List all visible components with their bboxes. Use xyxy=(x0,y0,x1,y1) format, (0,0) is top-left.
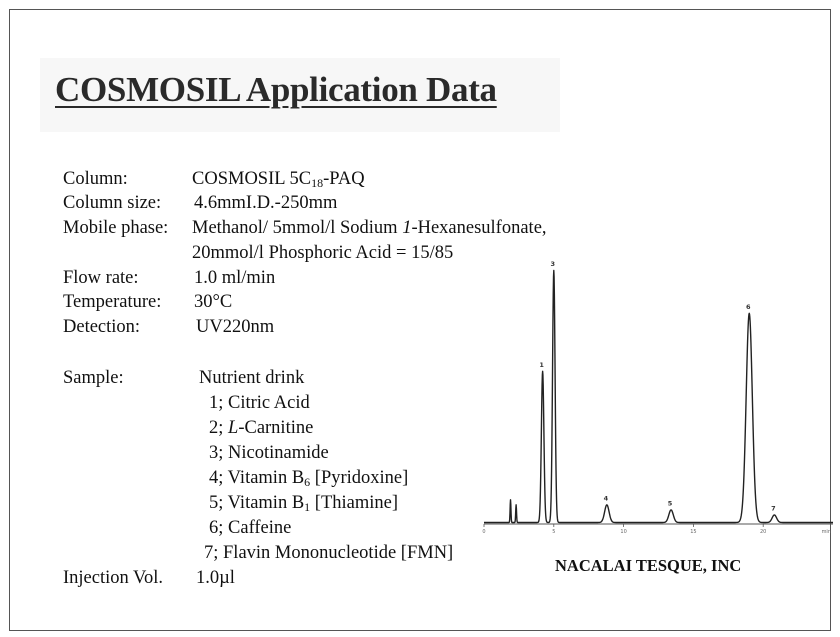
column-value: COSMOSIL $5C_{18}$-PAQ xyxy=(192,169,365,190)
temperature-label: Temperature: xyxy=(63,292,162,312)
mobile-phase-line1: Methanol/ 5mmol/l Sodium 1-Hexanesulfonate, xyxy=(192,218,547,238)
column-label: Column: xyxy=(63,169,128,189)
mobile-phase-label: Mobile phase: xyxy=(63,218,169,238)
page-title: COSMOSIL Application Data xyxy=(55,70,497,109)
peak-label-7: 7 xyxy=(771,504,776,513)
column-size-value: 4.6mmI.D.-250mm xyxy=(194,193,338,213)
x-tick-label: 5 xyxy=(552,529,556,535)
x-tick-label: 15 xyxy=(690,529,697,535)
peak-label-4: 4 xyxy=(603,494,609,503)
mobile-phase-line2: 20mmol/l Phosphoric Acid = 15/85 xyxy=(192,243,454,263)
temperature-value: 30°C xyxy=(194,292,233,312)
chromatogram xyxy=(478,250,836,550)
sample-label: Sample: xyxy=(63,368,124,388)
flow-rate-value: 1.0 ml/min xyxy=(194,268,276,288)
sample-item-7: 7; Flavin Mononucleotide [FMN] xyxy=(204,543,454,563)
column-size-label: Column size: xyxy=(63,193,162,213)
sample-item-2: 2; L-Carnitine xyxy=(209,418,314,438)
x-axis-label: min xyxy=(821,529,831,535)
detection-value: UV220nm xyxy=(196,317,275,337)
peak-label-5: 5 xyxy=(667,499,673,508)
chromatogram-trace xyxy=(484,271,833,523)
company-name: NACALAI TESQUE, INC xyxy=(555,556,742,575)
x-tick-label: 10 xyxy=(620,529,627,535)
sample-item-3: 3; Nicotinamide xyxy=(209,443,329,463)
sample-name: Nutrient drink xyxy=(199,368,305,388)
detection-label: Detection: xyxy=(63,317,141,337)
sample-item-5: 5; Vitamin $B_1$ [Thiamine] xyxy=(209,493,399,514)
sample-item-6: 6; Caffeine xyxy=(209,518,292,538)
injection-value: 1.0µl xyxy=(196,568,235,588)
peak-label-3: 3 xyxy=(550,260,556,268)
injection-label: Injection Vol. xyxy=(63,568,164,588)
flow-rate-label: Flow rate: xyxy=(63,268,139,288)
peak-label-6: 6 xyxy=(745,302,751,311)
x-tick-label: 20 xyxy=(760,529,767,535)
x-tick-label: 0 xyxy=(482,529,486,535)
peak-label-1: 1 xyxy=(539,360,544,369)
sample-item-4: 4; Vitamin $B_6$ [Pyridoxine] xyxy=(209,468,409,489)
sample-item-1: 1; Citric Acid xyxy=(209,393,310,413)
